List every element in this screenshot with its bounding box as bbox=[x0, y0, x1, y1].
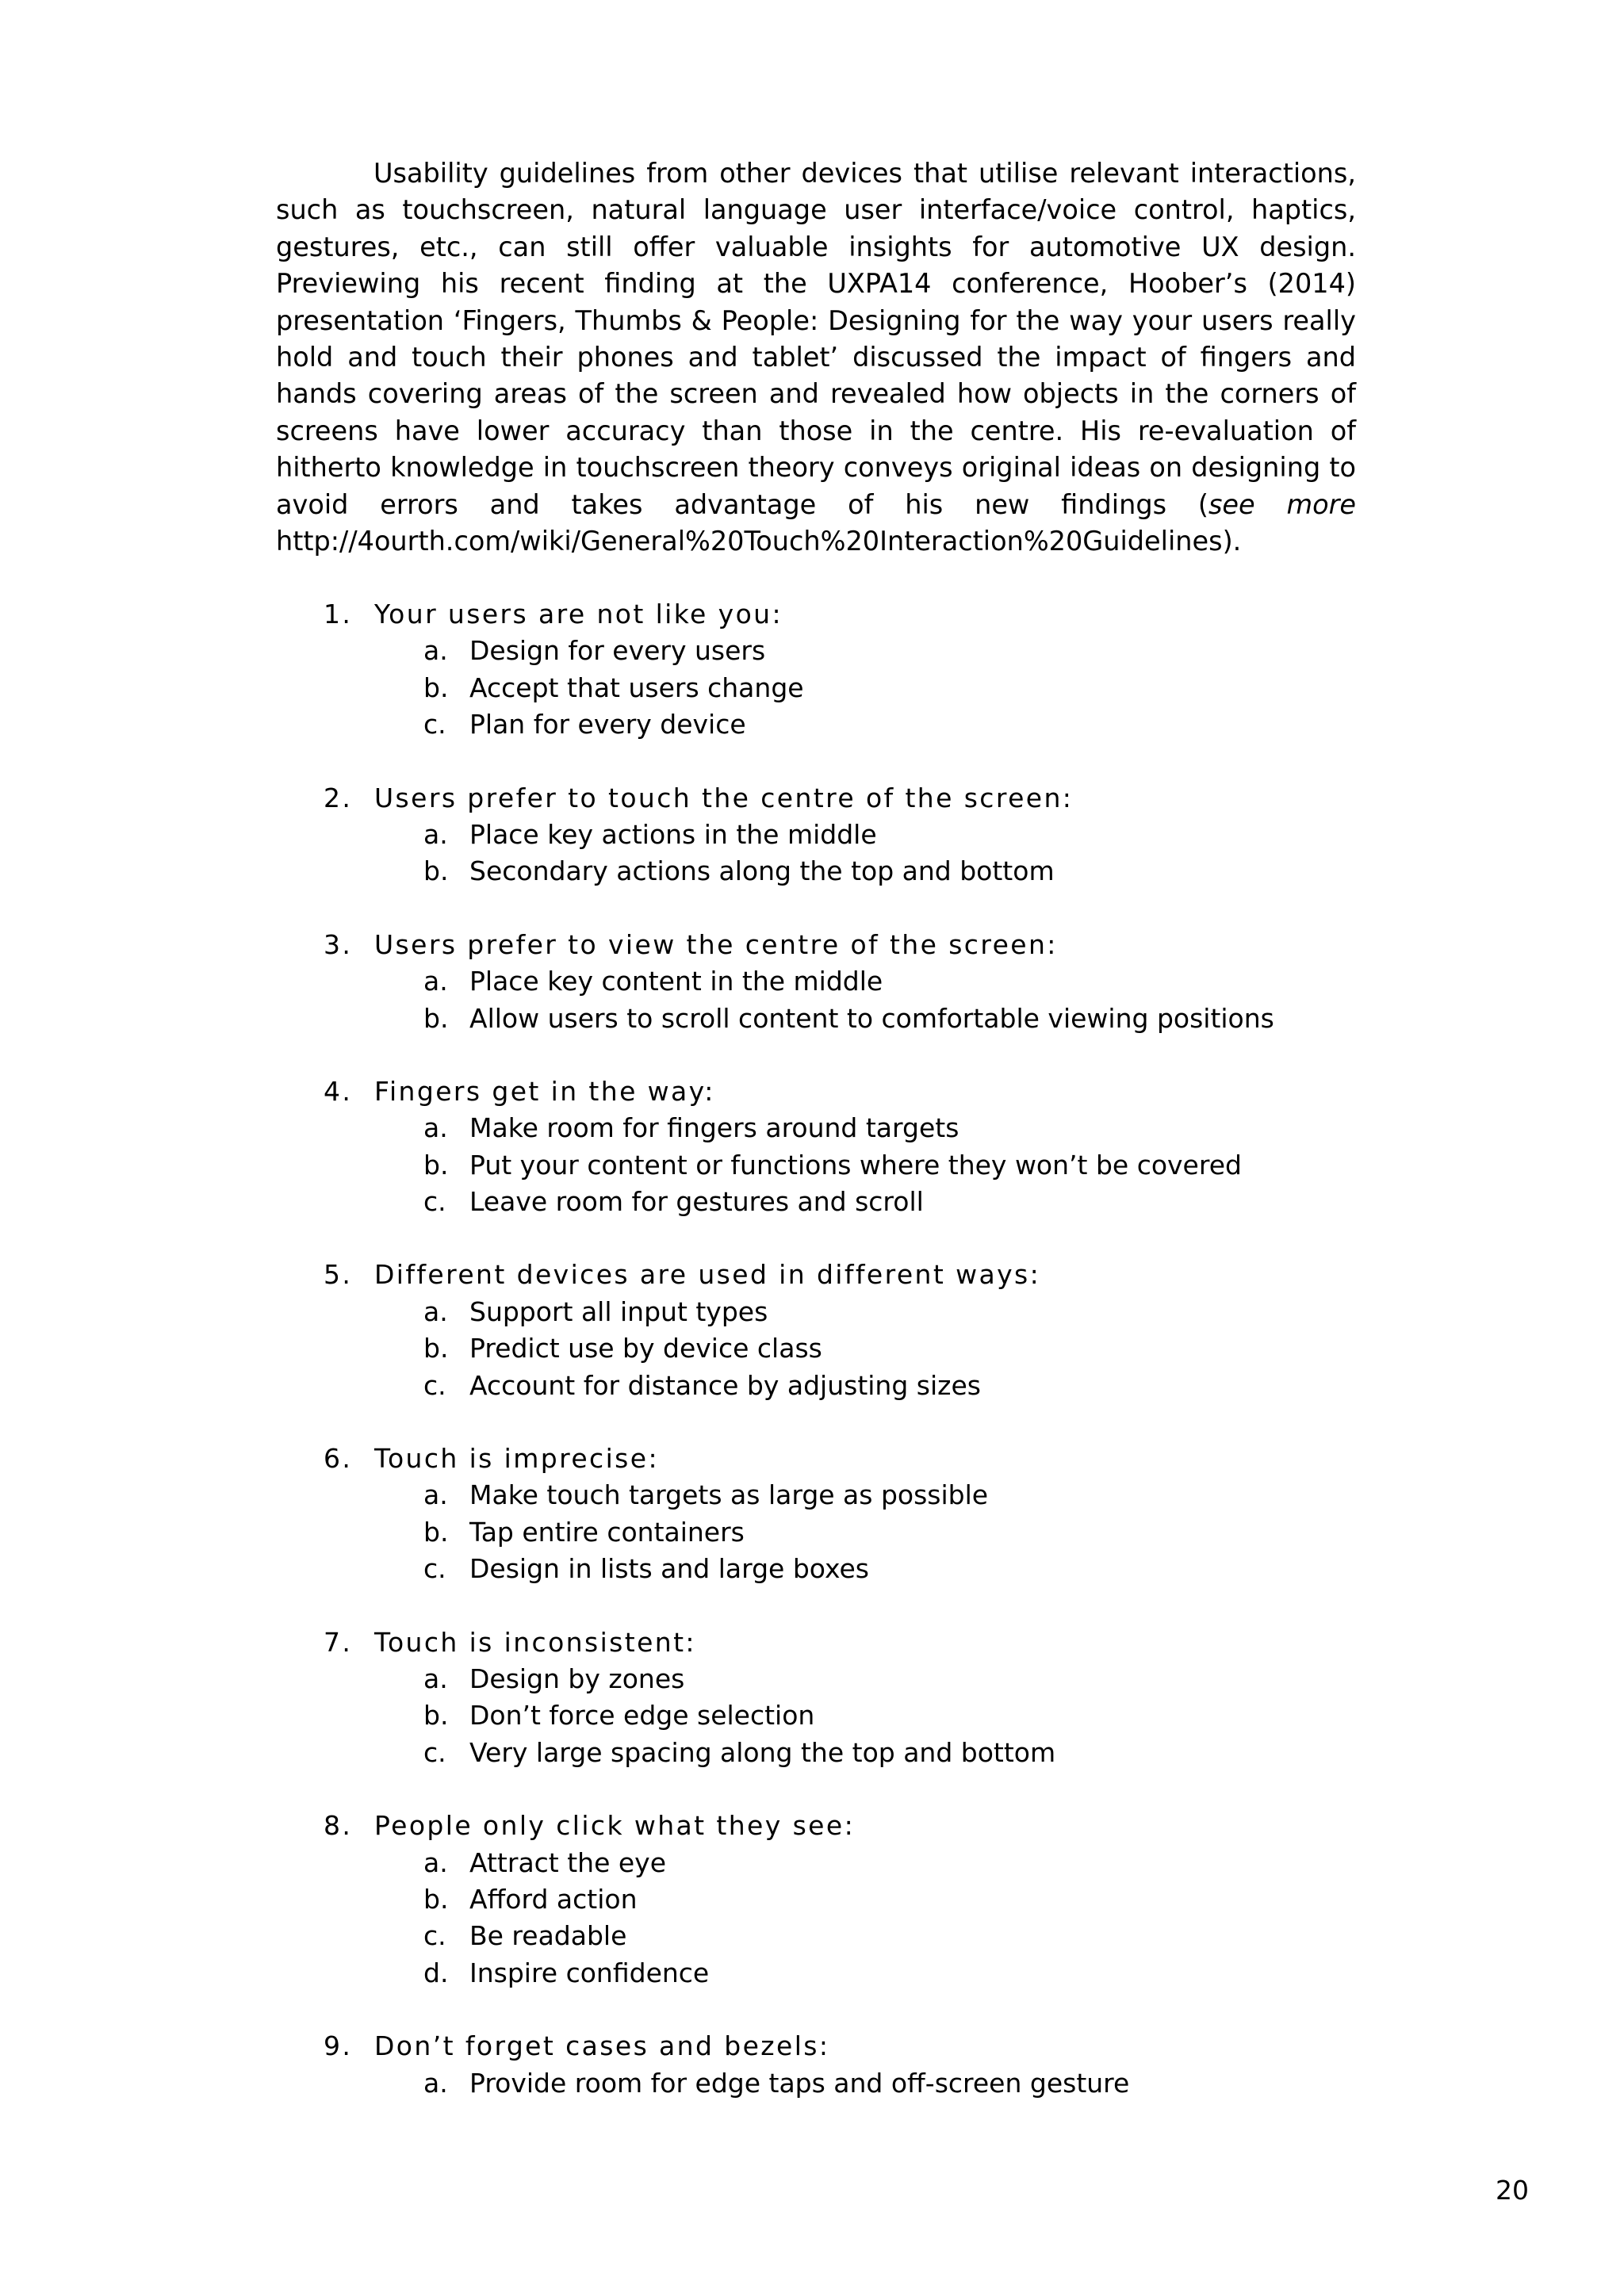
guideline-number: 9. bbox=[324, 2030, 353, 2062]
sub-text: Account for distance by adjusting sizes bbox=[469, 1369, 981, 1401]
guideline-item bbox=[324, 927, 1378, 1037]
guideline-title: People only click what they see: bbox=[374, 1810, 856, 1842]
guideline-number: 1. bbox=[324, 599, 353, 629]
sub-text: Accept that users change bbox=[469, 672, 804, 703]
sub-text: Don’t force edge selection bbox=[469, 1700, 815, 1732]
sub-text: Make room for fingers around targets bbox=[469, 1112, 959, 1144]
guideline-number: 3. bbox=[324, 928, 353, 960]
sub-letter: b. bbox=[423, 1700, 449, 1732]
sub-text: Inspire confidence bbox=[469, 1957, 710, 1988]
sub-text: Design in lists and large boxes bbox=[469, 1553, 869, 1585]
guideline-heading bbox=[324, 1808, 1378, 1844]
sub-text: Design by zones bbox=[469, 1663, 685, 1694]
sub-item bbox=[324, 963, 1378, 1000]
sub-item bbox=[324, 1955, 1378, 1992]
sub-item bbox=[324, 1184, 1378, 1220]
guideline-heading bbox=[324, 596, 1378, 633]
sub-item bbox=[324, 1735, 1378, 1771]
guideline-number: 7. bbox=[324, 1626, 353, 1658]
sub-list bbox=[324, 2065, 1378, 2102]
sub-text: Very large spacing along the top and bottom bbox=[469, 1736, 1056, 1768]
guideline-number: 8. bbox=[324, 1810, 353, 1842]
guideline-number: 4. bbox=[324, 1075, 353, 1107]
guideline-item bbox=[324, 1624, 1378, 1772]
guideline-item bbox=[324, 1073, 1378, 1221]
sub-text: Attract the eye bbox=[469, 1846, 667, 1878]
sub-item bbox=[324, 1110, 1378, 1146]
sub-item bbox=[324, 633, 1378, 669]
guideline-heading bbox=[324, 927, 1378, 963]
sub-letter: a. bbox=[423, 1663, 448, 1694]
sub-letter: b. bbox=[423, 1516, 449, 1548]
sub-item bbox=[324, 1845, 1378, 1881]
sub-text: Leave room for gestures and scroll bbox=[469, 1186, 924, 1218]
guideline-title: Users prefer to touch the centre of the screen: bbox=[374, 782, 1074, 813]
sub-letter: a. bbox=[423, 1479, 448, 1511]
sub-letter: a. bbox=[423, 635, 448, 667]
sub-text: Secondary actions along the top and bottom bbox=[469, 855, 1055, 887]
guideline-title: Fingers get in the way: bbox=[374, 1075, 715, 1107]
guideline-item bbox=[324, 1441, 1378, 1588]
sub-item bbox=[324, 706, 1378, 743]
sub-text: Make touch targets as large as possible bbox=[469, 1479, 989, 1511]
guideline-heading bbox=[324, 2028, 1378, 2064]
guideline-title: Different devices are used in different ways: bbox=[374, 1259, 1041, 1291]
sub-text: Place key actions in the middle bbox=[469, 818, 877, 850]
intro-paragraph bbox=[276, 155, 1356, 560]
guideline-number: 2. bbox=[324, 782, 353, 813]
sub-letter: b. bbox=[423, 1333, 449, 1364]
sub-item bbox=[324, 1368, 1378, 1404]
sub-letter: a. bbox=[423, 1295, 448, 1327]
sub-item bbox=[324, 1294, 1378, 1330]
sub-item bbox=[324, 1661, 1378, 1697]
guideline-title: Users prefer to view the centre of the screen: bbox=[374, 928, 1058, 960]
sub-item bbox=[324, 1477, 1378, 1513]
sub-item bbox=[324, 1551, 1378, 1587]
sub-list bbox=[324, 1845, 1378, 1992]
sub-text: Be readable bbox=[469, 1920, 627, 1952]
guideline-number: 6. bbox=[324, 1443, 353, 1475]
sub-letter: b. bbox=[423, 855, 449, 887]
sub-letter: c. bbox=[423, 1553, 446, 1585]
guideline-title: Don’t forget cases and bezels: bbox=[374, 2030, 830, 2062]
sub-text: Provide room for edge taps and off-screen gesture bbox=[469, 2067, 1130, 2099]
guideline-heading bbox=[324, 1441, 1378, 1477]
sub-item bbox=[324, 1514, 1378, 1551]
sub-letter: b. bbox=[423, 672, 449, 703]
sub-letter: c. bbox=[423, 1186, 446, 1218]
sub-text: Allow users to scroll content to comfortable viewing positions bbox=[469, 1002, 1274, 1034]
sub-letter: b. bbox=[423, 1883, 449, 1915]
guideline-heading bbox=[324, 780, 1378, 817]
intro-link-text: http://4ourth.com/wiki/General%20Touch%20Interaction%20Guidelines). bbox=[276, 526, 1242, 557]
sub-item bbox=[324, 1330, 1378, 1367]
sub-list bbox=[324, 817, 1378, 890]
sub-list bbox=[324, 1477, 1378, 1587]
sub-item bbox=[324, 1881, 1378, 1918]
sub-letter: d. bbox=[423, 1957, 449, 1988]
guideline-item bbox=[324, 1257, 1378, 1404]
sub-letter: a. bbox=[423, 818, 448, 850]
sub-letter: b. bbox=[423, 1149, 449, 1181]
sub-text: Place key content in the middle bbox=[469, 966, 883, 997]
sub-item bbox=[324, 1001, 1378, 1037]
sub-text: Predict use by device class bbox=[469, 1333, 822, 1364]
guideline-title: Your users are not like you: bbox=[374, 599, 783, 629]
guideline-heading bbox=[324, 1624, 1378, 1661]
sub-item bbox=[324, 2065, 1378, 2102]
guideline-item bbox=[324, 2028, 1378, 2102]
sub-letter: c. bbox=[423, 1736, 446, 1768]
guidelines-list bbox=[324, 596, 1378, 2138]
intro-italic-text: see more bbox=[1208, 488, 1356, 520]
guideline-item bbox=[324, 1808, 1378, 1992]
sub-letter: a. bbox=[423, 2067, 448, 2099]
sub-list bbox=[324, 963, 1378, 1037]
sub-list bbox=[324, 1110, 1378, 1220]
sub-letter: a. bbox=[423, 1112, 448, 1144]
sub-letter: c. bbox=[423, 1369, 446, 1401]
sub-text: Afford action bbox=[469, 1883, 638, 1915]
sub-letter: c. bbox=[423, 1920, 446, 1952]
page-number: 20 bbox=[1496, 2175, 1529, 2206]
sub-list bbox=[324, 1294, 1378, 1404]
sub-letter: a. bbox=[423, 966, 448, 997]
sub-text: Support all input types bbox=[469, 1295, 768, 1327]
sub-item bbox=[324, 670, 1378, 706]
sub-letter: c. bbox=[423, 709, 446, 740]
sub-list bbox=[324, 1661, 1378, 1771]
sub-letter: a. bbox=[423, 1846, 448, 1878]
guideline-title: Touch is inconsistent: bbox=[374, 1626, 696, 1658]
guideline-heading bbox=[324, 1073, 1378, 1110]
guideline-title: Touch is imprecise: bbox=[374, 1443, 659, 1475]
sub-letter: b. bbox=[423, 1002, 449, 1034]
sub-text: Tap entire containers bbox=[469, 1516, 745, 1548]
sub-item bbox=[324, 817, 1378, 853]
sub-list bbox=[324, 633, 1378, 743]
sub-item bbox=[324, 1147, 1378, 1184]
sub-text: Plan for every device bbox=[469, 709, 746, 740]
sub-item bbox=[324, 1918, 1378, 1954]
guideline-item bbox=[324, 780, 1378, 890]
sub-text: Put your content or functions where they won’t be covered bbox=[469, 1149, 1242, 1181]
sub-item bbox=[324, 1697, 1378, 1734]
sub-text: Design for every users bbox=[469, 635, 766, 667]
guideline-item bbox=[324, 596, 1378, 744]
guideline-number: 5. bbox=[324, 1259, 353, 1291]
guideline-heading bbox=[324, 1257, 1378, 1293]
sub-item bbox=[324, 853, 1378, 890]
intro-text: Usability guidelines from other devices that utilise relevant interactions, such as touchscreen, natural language user interface/voice control, haptics, gestures, etc., can still offer valuable insights for automotive UX design. Previewing his recent finding at the UXPA14 conference, Hoober’s (2014) presentation ‘Fingers, Thumbs & People: Designing for the way your users really hold and touch their phones and tablet’ discussed the impact of fingers and hands covering areas of the screen and revealed how objects in the corners of screens have lower accuracy than those in the centre. His re-evaluation of hitherto knowledge in touchscreen theory conveys original ideas on designing to avoid errors and takes advantage of his new findings ( bbox=[276, 158, 1356, 520]
